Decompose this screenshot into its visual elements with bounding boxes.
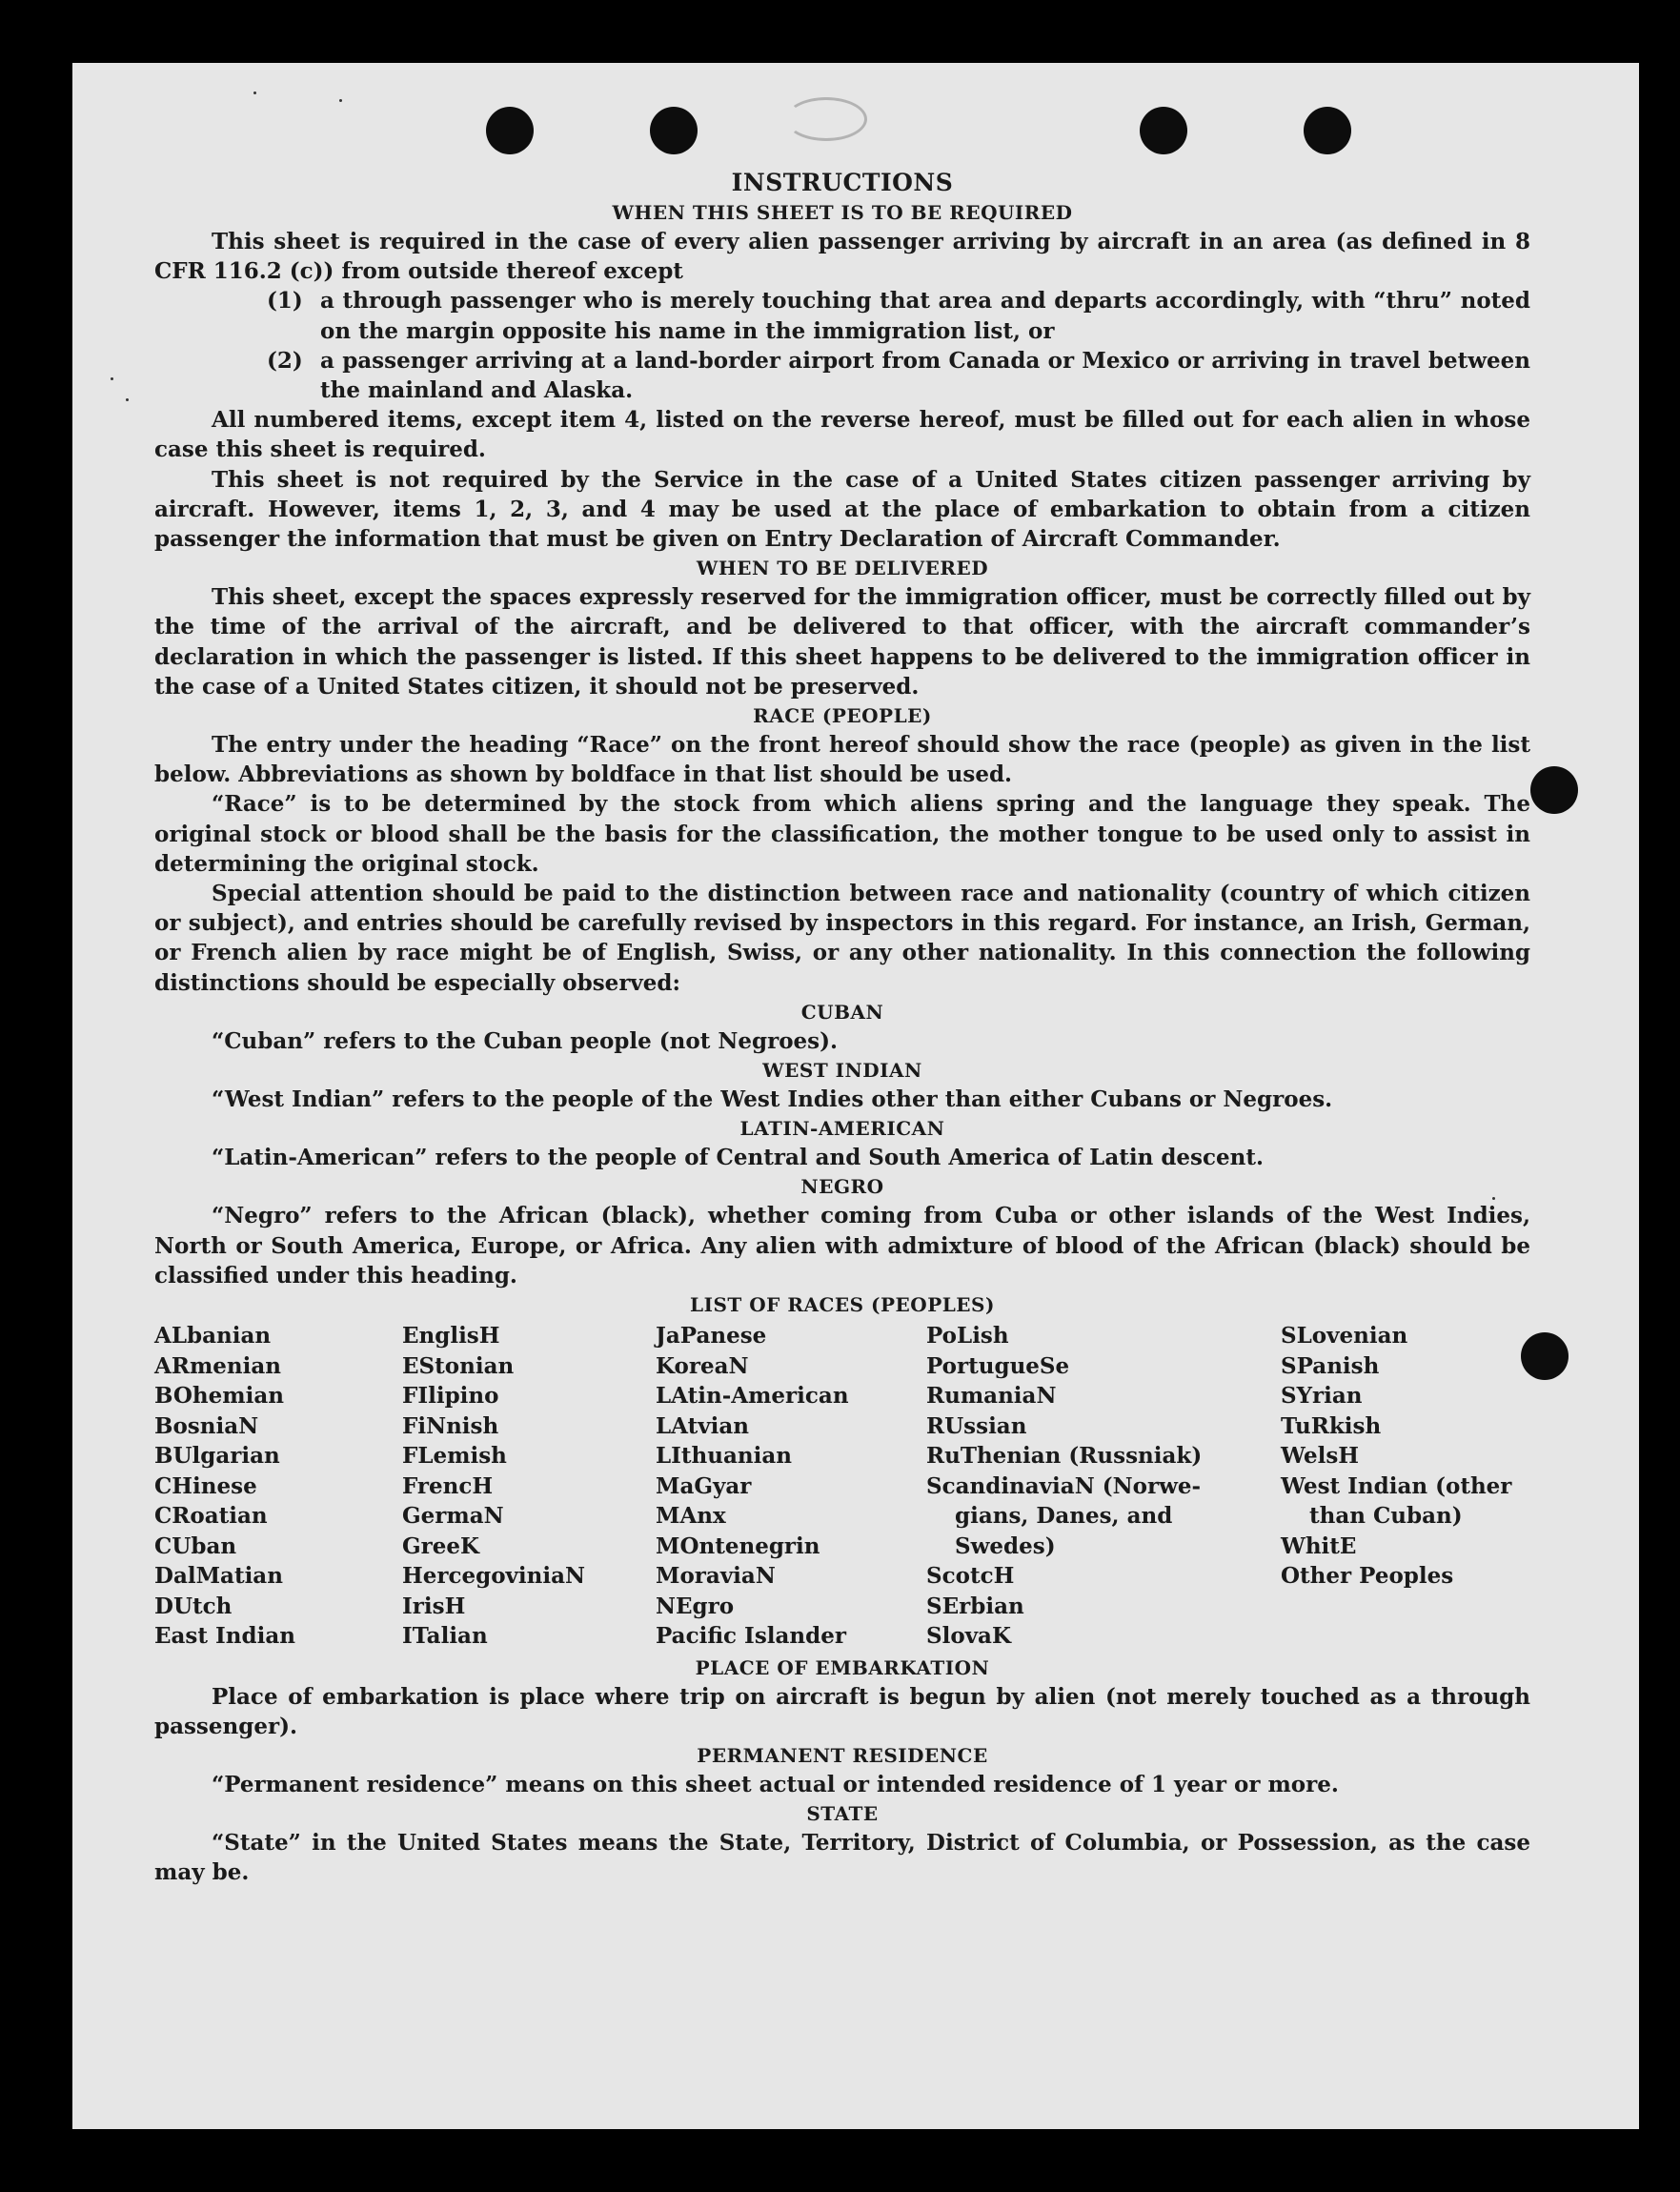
- speck: [111, 377, 113, 380]
- race-entry: PoLish: [926, 1323, 1009, 1350]
- race-entry: WelsH: [1281, 1443, 1360, 1470]
- race-entry: SPanish: [1281, 1352, 1380, 1379]
- item-text: a passenger arriving at a land-border airport from Canada or Mexico or arriving in travel between the mainland and Alaska.: [320, 347, 1530, 404]
- race-entry: LIthuanian: [656, 1443, 792, 1470]
- race-entry: LAtin-American: [656, 1383, 849, 1410]
- paragraph: “Latin-American” refers to the people of Central and South America of Latin descent.: [212, 1145, 1264, 1171]
- speck: [253, 91, 256, 94]
- race-entry: HercegoviniaN: [402, 1563, 586, 1590]
- race-column: [656, 1321, 926, 1652]
- punch-hole: [1304, 107, 1351, 154]
- race-column: [1281, 1321, 1530, 1652]
- section-heading-state: STATE: [806, 1802, 879, 1826]
- race-entry: East Indian: [154, 1623, 295, 1650]
- section-heading-delivered: WHEN TO BE DELIVERED: [696, 557, 989, 580]
- race-entry: GreeK: [402, 1532, 480, 1559]
- race-entry: LAtvian: [656, 1412, 749, 1439]
- section-heading-embarkation: PLACE OF EMBARKATION: [695, 1655, 990, 1679]
- race-entry: CUban: [154, 1532, 237, 1559]
- section-heading-list: LIST OF RACES (PEOPLES): [690, 1293, 995, 1317]
- race-entry: MOntenegrin: [656, 1532, 820, 1559]
- race-column: [926, 1321, 1281, 1652]
- race-entry: Pacific Islander: [656, 1623, 846, 1650]
- section-heading-required: WHEN THIS SHEET IS TO BE REQUIRED: [612, 201, 1073, 224]
- paragraph: “State” in the United States means the State, Territory, District of Columbia, or Possession, as the case may be.: [154, 1830, 1530, 1886]
- punch-hole: [1530, 766, 1578, 814]
- race-entry: DUtch: [154, 1593, 233, 1619]
- race-entry: KoreaN: [656, 1352, 749, 1379]
- race-entry: MoraviaN: [656, 1563, 776, 1590]
- paragraph: “Race” is to be determined by the stock from which aliens spring and the language they speak. The original stock or blood shall be the basis for the classification, the mother tongue to be used only to assist in determining the original stock.: [154, 791, 1530, 877]
- page-title: INSTRUCTIONS: [731, 169, 954, 196]
- race-entry: FiNnish: [402, 1412, 499, 1439]
- paragraph: “Negro” refers to the African (black), whether coming from Cuba or other islands of the West Indies, North or South America, Europe, or Africa. Any alien with admixture of blood of the African (black) should be classified under this heading.: [154, 1203, 1530, 1289]
- race-entry-continued: than Cuban): [1309, 1503, 1463, 1530]
- punch-hole: [486, 107, 534, 154]
- paragraph: All numbered items, except item 4, listed on the reverse hereof, must be filled out for each alien in whose case this sheet is required.: [154, 407, 1530, 463]
- race-entry: SLovenian: [1281, 1323, 1408, 1350]
- race-entry: ScotcH: [926, 1563, 1015, 1590]
- race-entry: DalMatian: [154, 1563, 283, 1590]
- race-entry: CHinese: [154, 1472, 257, 1499]
- item-number: (1): [267, 288, 303, 315]
- race-entry: RumaniaN: [926, 1383, 1057, 1410]
- race-entry: FIlipino: [402, 1383, 499, 1410]
- race-entry: Other Peoples: [1281, 1563, 1454, 1590]
- race-entry: SErbian: [926, 1593, 1024, 1619]
- race-entry: ITalian: [402, 1623, 488, 1650]
- exception-item: [267, 346, 1530, 405]
- race-entry: CRoatian: [154, 1503, 268, 1530]
- race-entry: WhitE: [1281, 1532, 1357, 1559]
- race-entry: MaGyar: [656, 1472, 752, 1499]
- race-entry: RuThenian (Russniak): [926, 1443, 1203, 1470]
- race-entry: SlovaK: [926, 1623, 1011, 1650]
- race-entry: IrisH: [402, 1593, 466, 1619]
- paragraph: The entry under the heading “Race” on the front hereof should show the race (people) as given in the list below. Abbreviations as shown by boldface in that list should be used.: [154, 732, 1530, 788]
- race-entry-continued: Swedes): [955, 1532, 1056, 1559]
- race-entry: ARmenian: [154, 1352, 282, 1379]
- section-heading-residence: PERMANENT RESIDENCE: [697, 1744, 988, 1767]
- race-entry-continued: gians, Danes, and: [955, 1503, 1173, 1530]
- paragraph: Place of embarkation is place where trip on aircraft is begun by alien (not merely touched as a through passenger).: [154, 1683, 1530, 1739]
- exception-item: [267, 286, 1530, 345]
- instructions-content: [154, 168, 1530, 1888]
- race-list: [154, 1321, 1530, 1652]
- stain-mark: [785, 97, 867, 141]
- section-heading-west-indian: WEST INDIAN: [762, 1059, 922, 1083]
- race-entry: EStonian: [402, 1352, 515, 1379]
- race-entry: BOhemian: [154, 1383, 284, 1410]
- race-entry: NEgro: [656, 1593, 735, 1619]
- race-entry: ALbanian: [154, 1323, 272, 1350]
- race-entry: FLemish: [402, 1443, 507, 1470]
- paragraph: Special attention should be paid to the distinction between race and nationality (country of which citizen or subject), and entries should be carefully revised by inspectors in this regard. For instance, an Irish, German, or French alien by race might be of English, Swiss, or any other nationality. In this connection the following distinctions should be especially observed:: [154, 881, 1530, 996]
- punch-hole: [650, 107, 698, 154]
- race-entry: MAnx: [656, 1503, 726, 1530]
- section-heading-latin-american: LATIN-AMERICAN: [739, 1117, 945, 1141]
- section-heading-race: RACE (PEOPLE): [753, 704, 932, 728]
- race-entry: ScandinaviaN (Norwe-: [926, 1472, 1202, 1499]
- item-number: (2): [267, 347, 303, 374]
- section-heading-cuban: CUBAN: [800, 1000, 884, 1024]
- document-page: [72, 63, 1639, 2129]
- paragraph: “West Indian” refers to the people of the West Indies other than either Cubans or Negroes.: [212, 1086, 1333, 1113]
- speck: [126, 398, 129, 401]
- race-entry: BUlgarian: [154, 1443, 280, 1470]
- section-heading-negro: NEGRO: [800, 1175, 884, 1199]
- race-entry: BosniaN: [154, 1412, 259, 1439]
- paragraph: “Permanent residence” means on this sheet actual or intended residence of 1 year or more.: [212, 1772, 1339, 1797]
- paragraph: This sheet, except the spaces expressly reserved for the immigration officer, must be correctly filled out by the time of the arrival of the aircraft, and be delivered to that officer, with the aircraft commander’s declaration in which the passenger is listed. If this sheet happens to be delivered to the immigration officer in the case of a United States citizen, it should not be preserved.: [154, 584, 1530, 700]
- punch-hole: [1140, 107, 1187, 154]
- paragraph: “Cuban” refers to the Cuban people (not Negroes).: [212, 1027, 839, 1054]
- race-entry: West Indian (other: [1281, 1472, 1512, 1499]
- paragraph: This sheet is not required by the Service in the case of a United States citizen passenger arriving by aircraft. However, items 1, 2, 3, and 4 may be used at the place of embarkation to obtain from a citizen passenger the information that must be given on Entry Declaration of Aircraft Commander.: [154, 466, 1530, 553]
- race-entry: SYrian: [1281, 1383, 1363, 1410]
- race-entry: EnglisH: [402, 1323, 500, 1350]
- race-entry: FrencH: [402, 1472, 494, 1499]
- race-entry: JaPanese: [656, 1323, 767, 1350]
- race-entry: PortugueSe: [926, 1352, 1070, 1379]
- race-entry: RUssian: [926, 1412, 1027, 1439]
- race-column: [402, 1321, 656, 1652]
- race-column: [154, 1321, 402, 1652]
- speck: [339, 99, 342, 102]
- item-text: a through passenger who is merely touching that area and departs accordingly, with “thru” noted on the margin opposite his name in the immigration list, or: [320, 288, 1530, 344]
- race-entry: GermaN: [402, 1503, 504, 1530]
- race-entry: TuRkish: [1281, 1412, 1382, 1439]
- paragraph: This sheet is required in the case of every alien passenger arriving by aircraft in an area (as defined in 8 CFR 116.2 (c)) from outside thereof except: [154, 229, 1530, 285]
